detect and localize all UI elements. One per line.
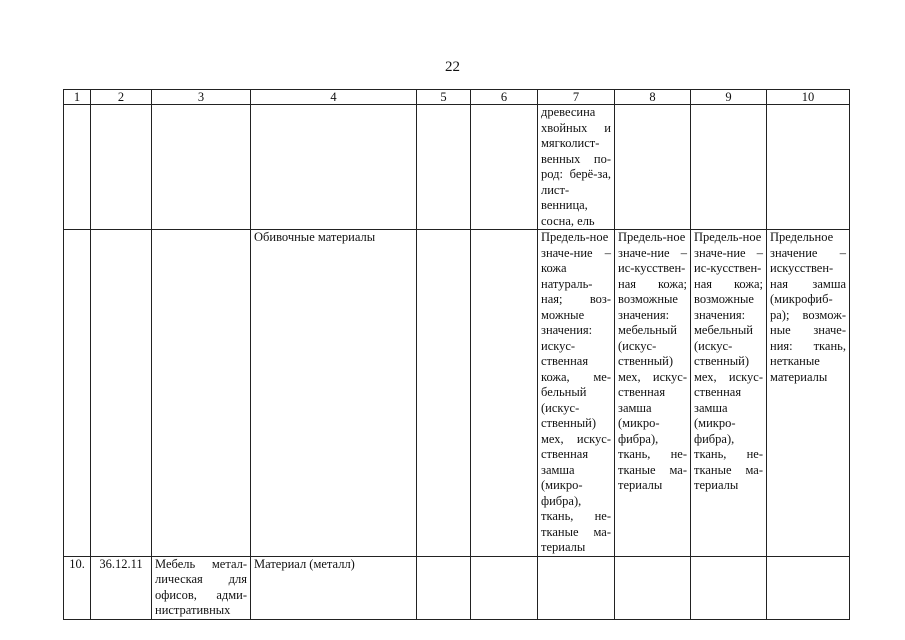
- column-number: 8: [615, 90, 691, 105]
- table-cell: [691, 556, 767, 619]
- column-number: 7: [538, 90, 615, 105]
- table-cell: [538, 556, 615, 619]
- table-cell: [251, 105, 417, 230]
- table-cell: [417, 230, 471, 557]
- column-number: 10: [767, 90, 850, 105]
- table-cell: [615, 556, 691, 619]
- column-number-row: [64, 90, 850, 105]
- table-row: [64, 556, 850, 619]
- table-cell: [64, 230, 91, 557]
- column-number: 4: [251, 90, 417, 105]
- table-cell: [767, 556, 850, 619]
- table-cell: [471, 105, 538, 230]
- table-cell: [767, 105, 850, 230]
- requirements-table: [63, 89, 850, 620]
- table-cell: [91, 105, 152, 230]
- table-cell: [152, 230, 251, 557]
- table-cell: [91, 230, 152, 557]
- column-number: 9: [691, 90, 767, 105]
- characteristic-value: Предельное значение – искусствен-ная замша (микрофиб-ра); возмож-ные значе-ния: ткань, нетканые материалы: [767, 230, 850, 557]
- characteristic-name: Материал (металл): [251, 556, 417, 619]
- table-cell: [152, 105, 251, 230]
- column-number: 1: [64, 90, 91, 105]
- table-cell: [417, 556, 471, 619]
- table-row: [64, 105, 850, 230]
- column-number: 2: [91, 90, 152, 105]
- table-cell: [417, 105, 471, 230]
- item-name: Мебель метал-лическая для офисов, адми-нистративных: [152, 556, 251, 619]
- table-cell: древесина хвойных и мягколист-венных по-род: берё-за, лист-венница, сосна, ель: [538, 105, 615, 230]
- characteristic-value: Предель-ное значе-ние – ис-кусствен-ная кожа; возможные значения: мебельный (искус-ственный) мех, искус-ственная замша (микро-фибра), ткань, не-тканые ма-териалы: [691, 230, 767, 557]
- column-number: 3: [152, 90, 251, 105]
- table-cell: [615, 105, 691, 230]
- table-cell: [64, 105, 91, 230]
- table-cell: [691, 105, 767, 230]
- okpd-code: 36.12.11: [91, 556, 152, 619]
- table-cell: [471, 556, 538, 619]
- row-number: 10.: [64, 556, 91, 619]
- table-cell: [471, 230, 538, 557]
- table-row: [64, 230, 850, 557]
- characteristic-value: Предель-ное значе-ние – ис-кусствен-ная кожа; возможные значения: мебельный (искус-ственный) мех, искус-ственная замша (микро-фибра), ткань, не-тканые ма-териалы: [615, 230, 691, 557]
- column-number: 6: [471, 90, 538, 105]
- column-number: 5: [417, 90, 471, 105]
- characteristic-value: Предель-ное значе-ние – кожа натураль-ная; воз-можные значения: искус-ственная кожа, ме-бельный (искус-ственный) мех, искус-ственная замша (микро-фибра), ткань, не-тканые ма-териалы: [538, 230, 615, 557]
- page-number: 22: [445, 59, 460, 75]
- characteristic-name: Обивочные материалы: [251, 230, 417, 557]
